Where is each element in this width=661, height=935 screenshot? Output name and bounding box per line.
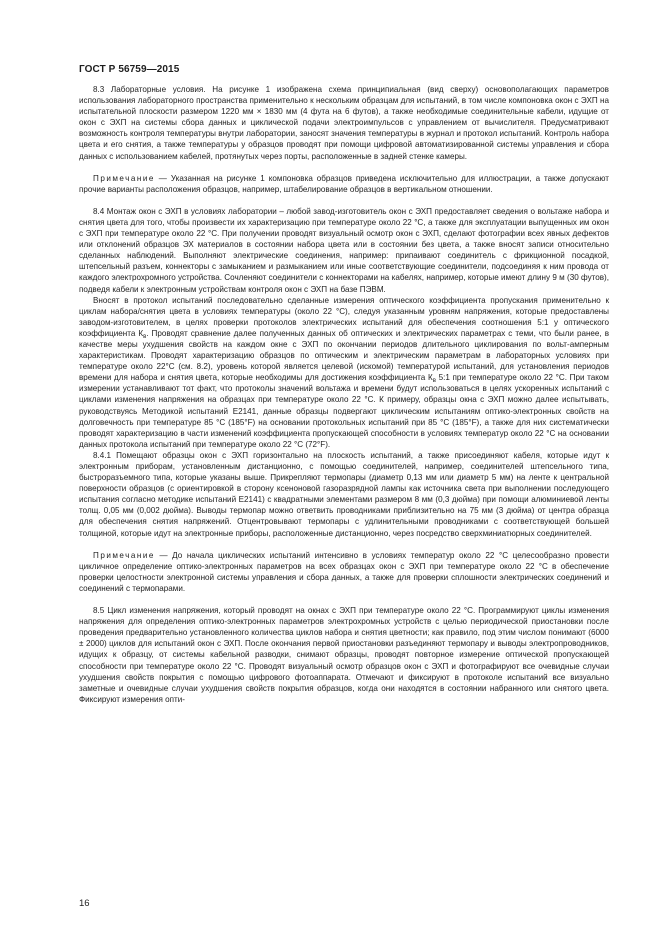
paragraph-8-4-1: 8.4.1 Помещают образцы окон с ЭХП горизонтально на плоскость испытаний, а также присоединяют кабеля, которые идут к электронным приборам, установленным дистанционно, с помощью соединителей, например, соединителей штепсельного типа, быстроразъемного типа, которые указаны выше. Прикрепляют термопары (диаметр 0,13 мм или диаметр 5 мм) на ленте к центральной поверхности образцов (с ориентировкой в сторону ксеноновой газоразрядной лампы как источника света при выполнении последующего испытания согласно методике испытаний Е2141) с квадратными элементами размером 8 мм (0,3 дюйма) при помощи алюминиевой ленты толщ. 0,05 мм (0,002 дюйма). Выводы термопар можно ответвить проводниками приблизительно на 75 мм (3 дюйма) от центра образца для обеспечения снятия напряжений. Отцентровывают термопары с удлинительными проводниками с соответствующей большей толщиной, которые идут на электронные приборы, расположенные дистанционно, через посредство сверхминиатюрных соединителей. [79, 450, 609, 538]
subscript-v-2: в [432, 378, 436, 385]
paragraph-8-4-protocol-part-2: . Проводят сравнение далее полученных данных об оптических и электрических параметрах с теми, что были ранее, в качестве меры ухудшения свойств на каждом окне с ЭХП по окончании периодов длительного циклирования по вольт-амперным характеристикам. Проводят характеризацию образцов по оптическим и электрическим параметрам в лабораторных условиях при температуре около 22°С (см. 8.2), уровень которой является целевой (искомой) температурой испытаний, для установления периодов времени для набора и снятия цвета, которые необходимы для достижения коэффициента К [79, 328, 609, 383]
document-body [79, 84, 609, 705]
paragraph-8-4: 8.4 Монтаж окон с ЭХП в условиях лаборатории – любой завод-изготовитель окон с ЭХП предоставляет сведения о вольтаже набора и снятия цвета для того, чтобы произвести их характеризацию при температуре около 22 °С, а также для эксплуатации выпущенных им окон с ЭХП при температуре около 22 °С. При получении проводят визуальный осмотр окон с ЭХП, сделают фотографии всех явных дефектов или отклонений образцов ЭХ материалов в состоянии набора цвета или в состоянии без цвета, а также вносят записи относительно сделанных наблюдений. Выполняют электрические соединения, например: припаивают соединитель с фрикционной посадкой, штепсельный разъем, коннекторы с замыканием и размыканием или иные соответствующие соединители, подсоединяя к ним провода от каждого электрохромного устройства. Сочленяют соединители с коннекторами на кабелях, например, которые имеют длину 9 м (30 футов), подведя кабели к электронным устройствам контроля окон с ЭХП на базе ПЭВМ. [79, 206, 609, 294]
note-2 [79, 550, 609, 594]
note-1 [79, 173, 609, 195]
paragraph-8-4-protocol-part-1: Вносят в протокол испытаний последовательно сделанные измерения оптического коэффициента пропускания применительно к циклам набора/снятия цвета в условиях температуры (около 22 °С), следуя указанным уровням напряжения, которые предоставлены заводом-изготовителем, в целях проверки протоколов электрических испытаний для обеспечения соотношения 5:1 у оптического коэффициента К [79, 295, 609, 338]
note-2-text: — До начала циклических испытаний интенсивно в условиях температур около 22 °С целесообразно провести цикличное определение оптико-электронных параметров на всех образцах окон с ЭХП при температуре около 22 °С в обеспечение проверки целостности электронной системы управления и сбора данных, а также для проверки сплошности электрических соединений и соединений с термопарами. [79, 550, 609, 593]
note-1-text: — Указанная на рисунке 1 компоновка образцов приведена исключительно для иллюстрации, а также допускают прочие варианты расположения образцов, например, штабелирование образцов в вертикальном отношении. [79, 173, 609, 194]
page-number: 16 [79, 898, 90, 909]
paragraph-8-4-protocol [79, 295, 609, 450]
standard-header: ГОСТ Р 56759—2015 [79, 64, 180, 75]
note-label: Примечание [93, 173, 155, 183]
note-label: Примечание [93, 550, 155, 560]
paragraph-8-5: 8.5 Цикл изменения напряжения, который проводят на окнах с ЭХП при температуре около 22 °С. Программируют циклы изменения напряжения для определения оптико-электронных параметров электрохромных устройств с целью периодической приостановки после проведения предварительно установленного количества циклов набора и снятия цветности; как правило, под этим числом понимают (6000 ± 2000) циклов для испытаний окон с ЭХП. После окончания первой приостановки разъединяют термопару и выводы электропроводников, идущих к образцу, от системы кабельной разводки, снимают образцы, проводят повторное измерение оптической пропускающей способности при температуре около 22 °С. Проводят визуальный осмотр образцов окон с ЭХП и фотографируют все очевидные случаи ухудшения свойств покрытия с помощью цифрового фотоаппарата. Отмечают и фиксируют в протоколе испытаний все визуально заметные и очевидные случаи ухудшения свойств покрытия образцов, когда они находятся в состоянии набранного или снятого цвета. Фиксируют измерения опти- [79, 606, 609, 704]
paragraph-8-4-protocol-part-3: 5:1 при температуре около 22 °С. При таком измерении устанавливают тот факт, что протоколы значений вольтажа и времени будут использоваться в целях ускоренных испытаний с циклами изменения напряжения на образцах при температуре около 22 °С. К примеру, образцы окна с ЭХП можно далее испытывать, руководствуясь Методикой испытаний Е2141, данные образцы подвергают циклическим испытаниям оптико-электронных свойств на долговечность при температуре 85 °С (185°F) на основании протокольных испытаний при 85 °С (185°F), а также для них систематически проводят характеризацию в части изменений коэффициента пропускающей способности в условиях температур около 22 °С на основании данных протокола испытаний при температуре около 22 °С (72°F). [79, 373, 609, 449]
paragraph-8-3: 8.3 Лабораторные условия. На рисунке 1 изображена схема принципиальная (вид сверху) основополагающих параметров использования лабораторного пространства применительно к нескольким образцам для испытаний, в том числе компоновка окон с ЭХП на испытательной плоскости размером 1220 мм × 1830 мм (4 фута на 6 футов), а также необходимые соединительные кабели, идущие от окон с ЭХП на системы сбора данных и циклической подачи электроимпульсов с управлением от вычислителя. Предусматривают возможность контроля температуры внутри лаборатории, заносят значения температуры в журнал и протокол испытаний. Контроль набора цвета и его снятия, а также температуры у образцов проводят при помощи цифровой автоматизированной системы управления и сбора данных с использованием кабелей, протянутых через порты, расположенные в задней стенке камеры. [79, 85, 609, 161]
subscript-v-1: в [143, 333, 147, 340]
